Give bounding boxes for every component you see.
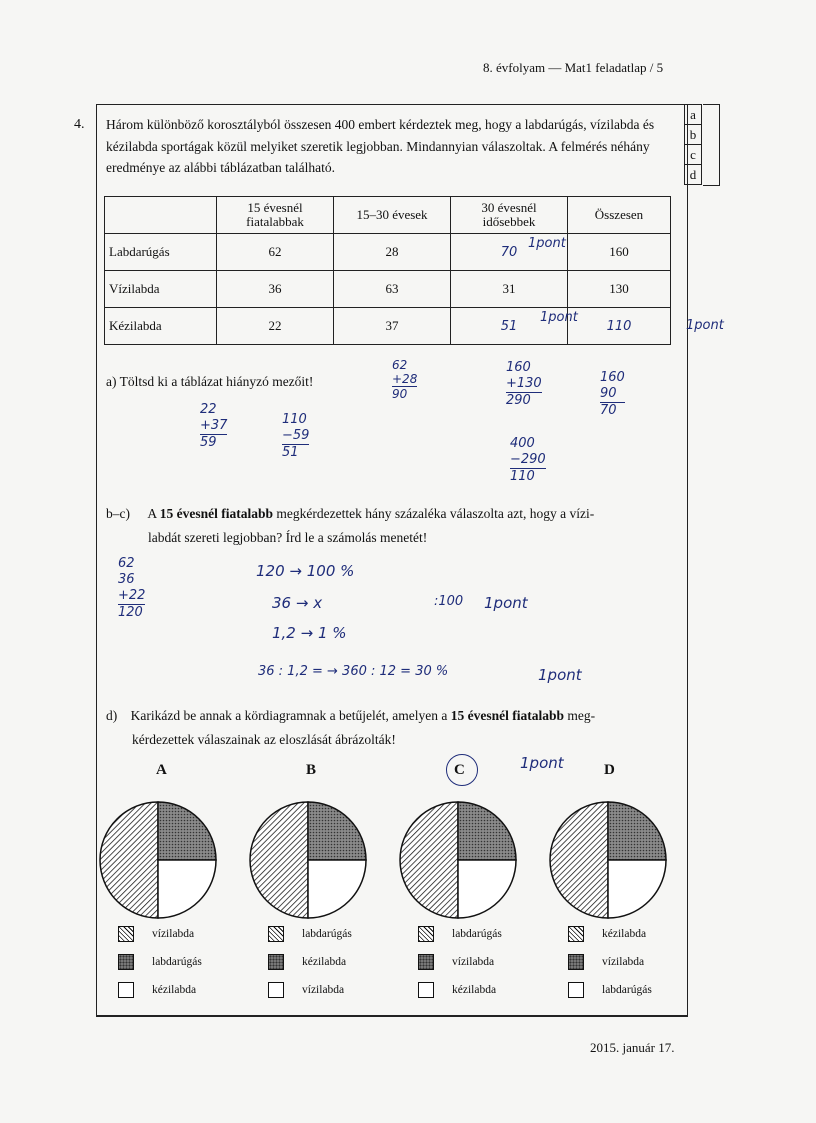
legend-label: labdarúgás: [452, 928, 502, 940]
legend-swatch: [118, 954, 134, 970]
legend-label: vízilabda: [602, 956, 645, 968]
table-header-over30: 30 évesnél idősebbek: [451, 197, 568, 234]
task-intro: Három különböző korosztályból összesen 400 embert kérdeztek meg, hogy a labdarúgás, vízilabda és kézilabda sportágak közül melyiket szeretik legjobban. Mindannyian válaszoltak. A felmérés néhány eredménye az alábbi táblázatban található.: [106, 117, 655, 175]
legend-item: [568, 926, 646, 942]
legend-label: labdarúgás: [152, 956, 202, 968]
legend-swatch: [118, 982, 134, 998]
row-label: Vízilabda: [105, 271, 217, 308]
pie-letter-d[interactable]: D: [604, 762, 615, 778]
page-header: 8. évfolyam — Mat1 feladatlap / 5: [483, 60, 664, 75]
legend-label: labdarúgás: [302, 928, 352, 940]
table-cell: 63: [334, 271, 451, 308]
question-bc: b–c) A 15 évesnél fiatalabb megkérdezettek hány százaléka válaszolta azt, hogy a vízi-: [106, 506, 595, 521]
table-row: [105, 234, 671, 271]
pie-slice: [308, 860, 366, 918]
question-d: d) Karikázd be annak a kördiagramnak a betűjelét, amelyen a 15 évesnél fiatalabb meg-: [106, 708, 596, 723]
table-cell: 37: [334, 308, 451, 345]
page-footer: 2015. január 17.: [590, 1040, 675, 1055]
grade-mark: 1pont: [686, 318, 724, 333]
calc-b5: :100: [434, 594, 464, 609]
legend-label: kézilabda: [452, 984, 497, 996]
table-header-total: Összesen: [568, 197, 671, 234]
legend-item: [268, 982, 344, 998]
legend-label: kézilabda: [152, 984, 197, 996]
pie-slice: [608, 860, 666, 918]
table-cell-handwritten[interactable]: 51: [451, 308, 568, 345]
score-boxes: [684, 104, 702, 185]
legend-label: kézilabda: [602, 928, 647, 940]
question-bc-label: b–c): [106, 506, 130, 521]
question-a: a) Töltsd ki a táblázat hiányzó mezőit!: [106, 374, 314, 389]
table-header-under15: 15 évesnél fiatalabbak: [217, 197, 334, 234]
table-row: [105, 308, 671, 345]
legend-label: vízilabda: [452, 956, 495, 968]
row-label: Labdarúgás: [105, 234, 217, 271]
grade-mark: 1pont: [538, 666, 582, 684]
calc-a3: 110 −59 51: [282, 412, 310, 460]
calc-a1: 62 +28 90: [392, 358, 418, 401]
legend-label: vízilabda: [152, 928, 195, 940]
legend-label: kézilabda: [302, 956, 347, 968]
pie-slice: [400, 802, 458, 918]
table-header-15-30: 15–30 évesek: [334, 197, 451, 234]
table-header-empty: [105, 197, 217, 234]
grade-mark: 1pont: [520, 754, 564, 772]
table-cell-handwritten[interactable]: 70: [451, 234, 568, 271]
pie-slice: [608, 802, 666, 860]
legend-swatch: [568, 926, 584, 942]
legend-swatch: [568, 982, 584, 998]
score-box-a: a: [684, 104, 702, 125]
question-d-line2: kérdezettek válaszainak az eloszlását ábrázolták!: [132, 732, 396, 747]
legend-swatch: [418, 982, 434, 998]
question-bc-line2: labdát szereti legjobban? Írd le a számolás menetét!: [148, 530, 428, 545]
grade-mark: 1pont: [484, 594, 528, 612]
legend-swatch: [268, 982, 284, 998]
legend-swatch: [268, 926, 284, 942]
legend-swatch: [118, 926, 134, 942]
table-cell: 130: [568, 271, 671, 308]
legend-item: [118, 926, 194, 942]
pie-charts: [96, 750, 686, 940]
calc-a4: 160 +130 290: [506, 360, 542, 408]
pie-slice: [308, 802, 366, 860]
legend-item: [268, 926, 352, 942]
calc-b4: 1,2 → 1 %: [272, 624, 347, 642]
pie-slice: [458, 802, 516, 860]
score-box-d: d: [684, 165, 702, 185]
score-box-column: [703, 104, 720, 186]
legend-item: [418, 926, 502, 942]
legend-item: [118, 954, 202, 970]
table-cell: 22: [217, 308, 334, 345]
pie-slice: [250, 802, 308, 918]
legend-swatch: [418, 926, 434, 942]
pie-slice: [458, 860, 516, 918]
legend-swatch: [568, 954, 584, 970]
legend-label: labdarúgás: [602, 984, 652, 996]
pie-letter-a[interactable]: A: [156, 762, 167, 778]
legend-item: [418, 954, 494, 970]
legend-swatch: [418, 954, 434, 970]
grade-mark: 1pont: [540, 310, 578, 325]
pie-letter-b[interactable]: B: [306, 762, 317, 778]
pie-letter-c[interactable]: C: [454, 762, 465, 778]
legend-item: [118, 982, 196, 998]
pie-slice: [550, 802, 608, 918]
legend-swatch: [268, 954, 284, 970]
calc-b3: 36 → x: [272, 594, 323, 612]
survey-table: [104, 196, 671, 345]
table-header-row: [105, 197, 671, 234]
score-box-b: b: [684, 125, 702, 145]
calc-b2: 120 → 100 %: [256, 562, 355, 580]
score-box-c: c: [684, 145, 702, 165]
pie-slice: [158, 802, 216, 860]
table-cell: 62: [217, 234, 334, 271]
question-d-label: d): [106, 708, 118, 723]
pie-slice: [158, 860, 216, 918]
table-cell: 31: [451, 271, 568, 308]
calc-a5: 400 −290 110: [510, 436, 546, 484]
legend-item: [418, 982, 496, 998]
legend-label: vízilabda: [302, 984, 345, 996]
calc-b1: 62 36 +22 120: [118, 556, 146, 620]
legend-item: [568, 982, 652, 998]
calc-b6: 36 : 1,2 = → 360 : 12 = 30 %: [258, 664, 449, 679]
calc-a2: 22 +37 59: [200, 402, 228, 450]
grade-mark: 1pont: [528, 236, 566, 251]
calc-a6: 160 90 70: [600, 370, 625, 418]
table-cell-handwritten[interactable]: 110: [568, 308, 671, 345]
table-cell: 36: [217, 271, 334, 308]
table-row: [105, 271, 671, 308]
table-cell: 160: [568, 234, 671, 271]
legend-item: [268, 954, 346, 970]
task-number: 4.: [74, 117, 85, 132]
row-label: Kézilabda: [105, 308, 217, 345]
table-cell: 28: [334, 234, 451, 271]
pie-slice: [100, 802, 158, 918]
legend-item: [568, 954, 644, 970]
